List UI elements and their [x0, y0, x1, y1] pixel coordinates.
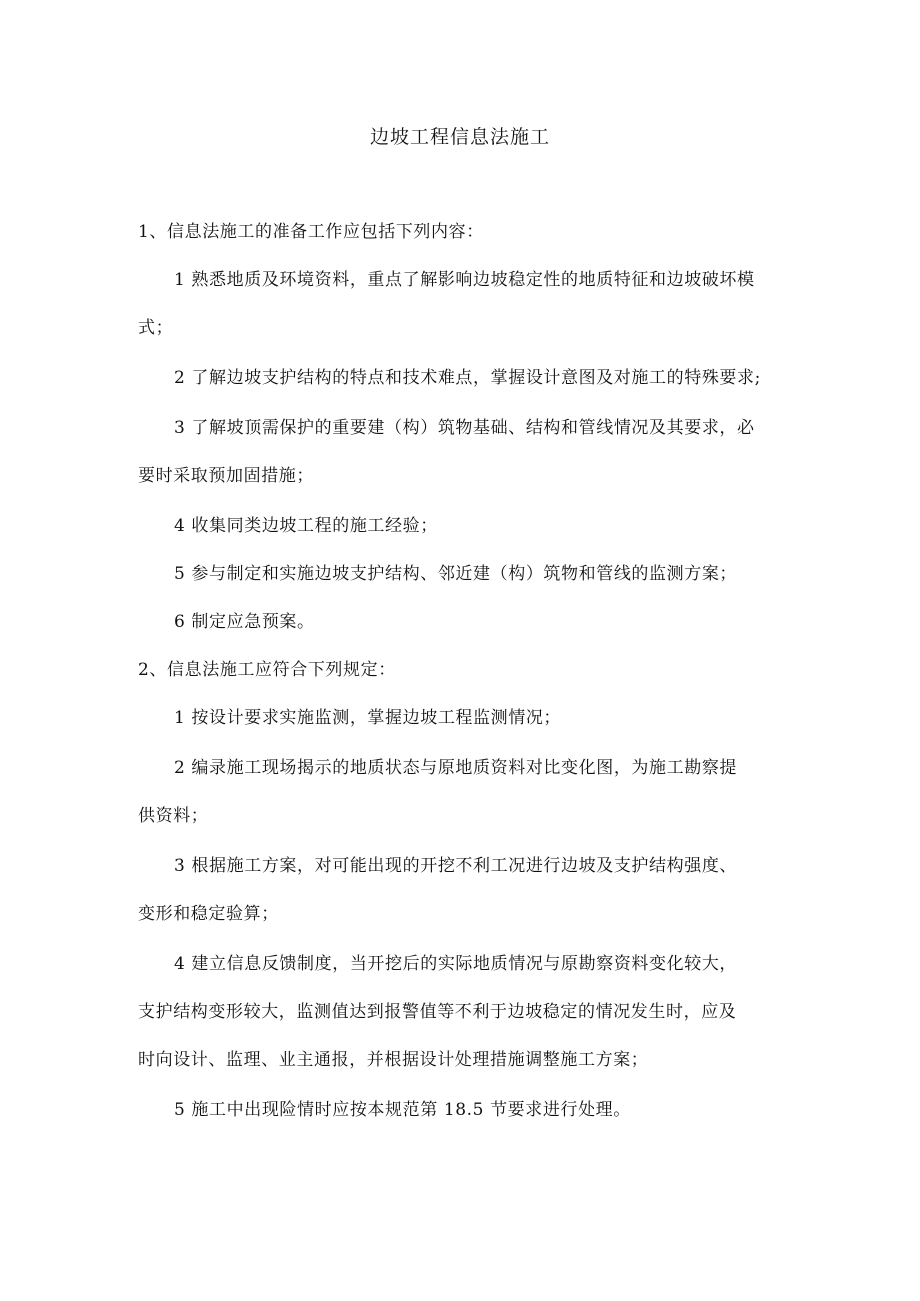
section-2-item-4-continuation-1: 支护结构变形较大，监测值达到报警值等不利于边坡稳定的情况发生时，应及 — [138, 1002, 737, 1022]
section-1-item-3: 3 了解坡顶需保护的重要建（构）筑物基础、结构和管线情况及其要求，必 — [174, 418, 755, 438]
section-1-item-1: 1 熟悉地质及环境资料，重点了解影响边坡稳定性的地质特征和边坡破坏模 — [174, 270, 755, 290]
section-2-item-3: 3 根据施工方案，对可能出现的开挖不利工况进行边坡及支护结构强度、 — [174, 856, 738, 876]
document-title: 边坡工程信息法施工 — [369, 126, 550, 148]
section-1-item-1-continuation: 式； — [138, 318, 174, 338]
section-1-item-5: 5 参与制定和实施边坡支护结构、邻近建（构）筑物和管线的监测方案； — [174, 564, 738, 584]
section-2-item-2-continuation: 供资料； — [138, 806, 209, 826]
section-1-heading: 1、信息法施工的准备工作应包括下列内容： — [138, 222, 484, 242]
section-2-item-2: 2 编录施工现场揭示的地质状态与原地质资料对比变化图，为施工勘察提 — [174, 758, 738, 778]
section-1-item-3-continuation: 要时采取预加固措施； — [138, 466, 314, 486]
section-1-item-6: 6 制定应急预案。 — [174, 612, 315, 632]
section-2-item-3-continuation: 变形和稳定验算； — [138, 904, 279, 924]
section-2-item-4-continuation-2: 时向设计、监理、业主通报，并根据设计处理措施调整施工方案； — [138, 1050, 649, 1070]
section-1-item-2: 2 了解边坡支护结构的特点和技术难点，掌握设计意图及对施工的特殊要求; — [174, 368, 761, 388]
section-2-item-1: 1 按设计要求实施监测，掌握边坡工程监测情况； — [174, 708, 562, 728]
section-2-heading: 2、信息法施工应符合下列规定： — [138, 660, 396, 680]
section-2-item-5: 5 施工中出现险情时应按本规范第 18.5 节要求进行处理。 — [174, 1100, 631, 1120]
section-2-item-4: 4 建立信息反馈制度，当开挖后的实际地质情况与原勘察资料变化较大， — [174, 954, 738, 974]
section-1-item-4: 4 收集同类边坡工程的施工经验； — [174, 516, 438, 536]
